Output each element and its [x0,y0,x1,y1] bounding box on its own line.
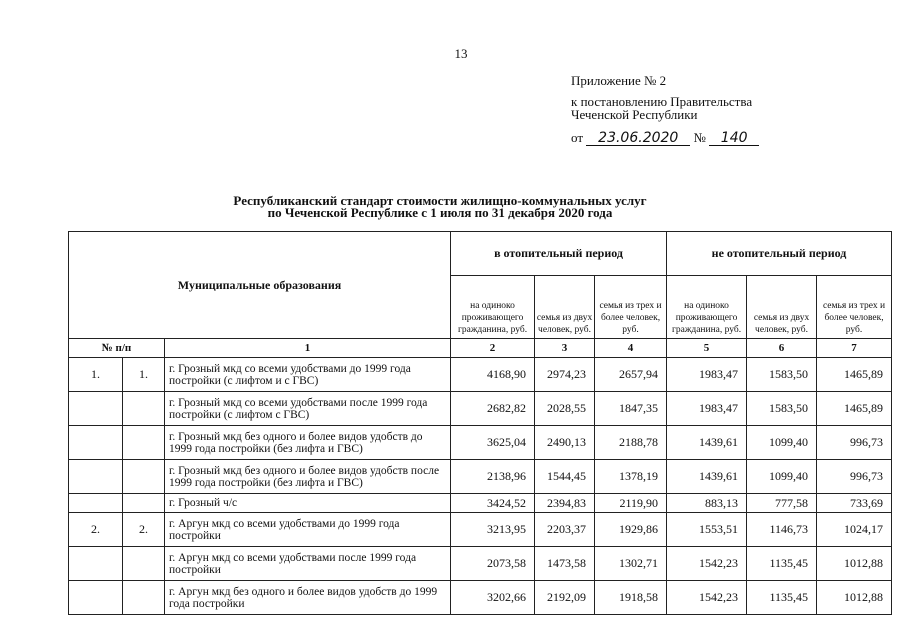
row-name: г. Грозный мкд со всеми удобствами до 1999 года постройки (с лифтом и с ГВС) [165,358,451,392]
row-name: г. Грозный ч/с [165,494,451,513]
cell-value: 4168,90 [451,358,535,392]
cell-value: 1439,61 [667,460,747,494]
cell-value: 996,73 [817,426,892,460]
column-index-3: 3 [535,339,595,358]
row-subnumber [123,581,165,615]
subheader-single-heating: на одиноко проживающего гражданина, руб. [451,276,535,339]
appendix-date-line [571,131,759,146]
nonheating-period-header: не отопительный период [667,232,892,276]
row-name: г. Аргун мкд со всеми удобствами до 1999 года постройки [165,513,451,547]
appendix-resolution-line: к постановлению Правительства [571,94,753,109]
cell-value: 1465,89 [817,358,892,392]
title-line-1: Республиканский стандарт стоимости жилищно-коммунальных услуг [233,193,647,208]
appendix-title: Приложение № 2 [571,73,667,88]
cell-value: 1983,47 [667,392,747,426]
cell-value: 1378,19 [595,460,667,494]
tariff-table [68,231,892,615]
cell-value: 1542,23 [667,547,747,581]
row-number: 2. [69,513,123,547]
handwritten-number: 140 [709,132,759,146]
cell-value: 1583,50 [747,392,817,426]
cell-value: 1929,86 [595,513,667,547]
row-subnumber [123,426,165,460]
cell-value: 2394,83 [535,494,595,513]
cell-value: 1918,58 [595,581,667,615]
cell-value: 1302,71 [595,547,667,581]
cell-value: 1012,88 [817,547,892,581]
cell-value: 2490,13 [535,426,595,460]
cell-value: 2203,37 [535,513,595,547]
cell-value: 733,69 [817,494,892,513]
cell-value: 1439,61 [667,426,747,460]
cell-value: 2138,96 [451,460,535,494]
document-title [140,195,740,219]
row-subnumber [123,392,165,426]
handwritten-date: 23.06.2020 [586,132,690,146]
number-label: № [693,130,706,145]
cell-value: 2192,09 [535,581,595,615]
column-index-1: 1 [165,339,451,358]
table-row [69,358,892,392]
cell-value: 3424,52 [451,494,535,513]
cell-value: 3213,95 [451,513,535,547]
appendix-government-line: Чеченской Республики [571,107,698,122]
heating-period-header: в отопительный период [451,232,667,276]
cell-value: 1465,89 [817,392,892,426]
subheader-three-heating: семья из трех и более человек, руб. [595,276,667,339]
cell-value: 2974,23 [535,358,595,392]
subheader-two-heating: семья из двух человек, руб. [535,276,595,339]
column-index-5: 5 [667,339,747,358]
cell-value: 1135,45 [747,547,817,581]
table-row [69,581,892,615]
municipal-header: Муниципальные образования [69,232,451,339]
row-number [69,426,123,460]
row-name: г. Аргун мкд без одного и более видов удобств до 1999 года постройки [165,581,451,615]
cell-value: 2073,58 [451,547,535,581]
cell-value: 1012,88 [817,581,892,615]
appendix-block [571,74,759,146]
cell-value: 2119,90 [595,494,667,513]
row-name: г. Грозный мкд без одного и более видов удобств до 1999 года постройки (без лифта и ГВС) [165,426,451,460]
row-number [69,460,123,494]
row-number [69,494,123,513]
row-name: г. Грозный мкд без одного и более видов удобств после 1999 года постройки (без лифта и ГВС) [165,460,451,494]
column-number-header: № п/п [69,339,165,358]
cell-value: 1473,58 [535,547,595,581]
cell-value: 1099,40 [747,426,817,460]
cell-value: 1099,40 [747,460,817,494]
cell-value: 3202,66 [451,581,535,615]
cell-value: 2188,78 [595,426,667,460]
subheader-single-nonheating: на одиноко проживающего гражданина, руб. [667,276,747,339]
subheader-three-nonheating: семья из трех и более человек, руб. [817,276,892,339]
row-subnumber: 1. [123,358,165,392]
cell-value: 2682,82 [451,392,535,426]
cell-value: 1847,35 [595,392,667,426]
cell-value: 1583,50 [747,358,817,392]
row-name: г. Грозный мкд со всеми удобствами после 1999 года постройки (с лифтом с ГВС) [165,392,451,426]
table-row [69,426,892,460]
table-row [69,460,892,494]
page-number: 13 [454,46,468,61]
cell-value: 777,58 [747,494,817,513]
row-number [69,547,123,581]
column-index-4: 4 [595,339,667,358]
column-index-6: 6 [747,339,817,358]
table-row [69,392,892,426]
title-line-2: по Чеченской Республике с 1 июля по 31 декабря 2020 года [267,205,613,220]
date-prefix: от [571,130,584,145]
cell-value: 1983,47 [667,358,747,392]
cell-value: 996,73 [817,460,892,494]
row-subnumber [123,460,165,494]
row-subnumber [123,547,165,581]
row-number [69,392,123,426]
table-row [69,513,892,547]
cell-value: 2028,55 [535,392,595,426]
cell-value: 1542,23 [667,581,747,615]
cell-value: 3625,04 [451,426,535,460]
row-number: 1. [69,358,123,392]
column-index-7: 7 [817,339,892,358]
column-index-2: 2 [451,339,535,358]
row-number [69,581,123,615]
cell-value: 1544,45 [535,460,595,494]
cell-value: 883,13 [667,494,747,513]
row-name: г. Аргун мкд со всеми удобствами после 1999 года постройки [165,547,451,581]
table-row [69,547,892,581]
row-subnumber: 2. [123,513,165,547]
cell-value: 1135,45 [747,581,817,615]
table-row [69,494,892,513]
row-subnumber [123,494,165,513]
cell-value: 1553,51 [667,513,747,547]
subheader-two-nonheating: семья из двух человек, руб. [747,276,817,339]
cell-value: 1024,17 [817,513,892,547]
cell-value: 2657,94 [595,358,667,392]
cell-value: 1146,73 [747,513,817,547]
